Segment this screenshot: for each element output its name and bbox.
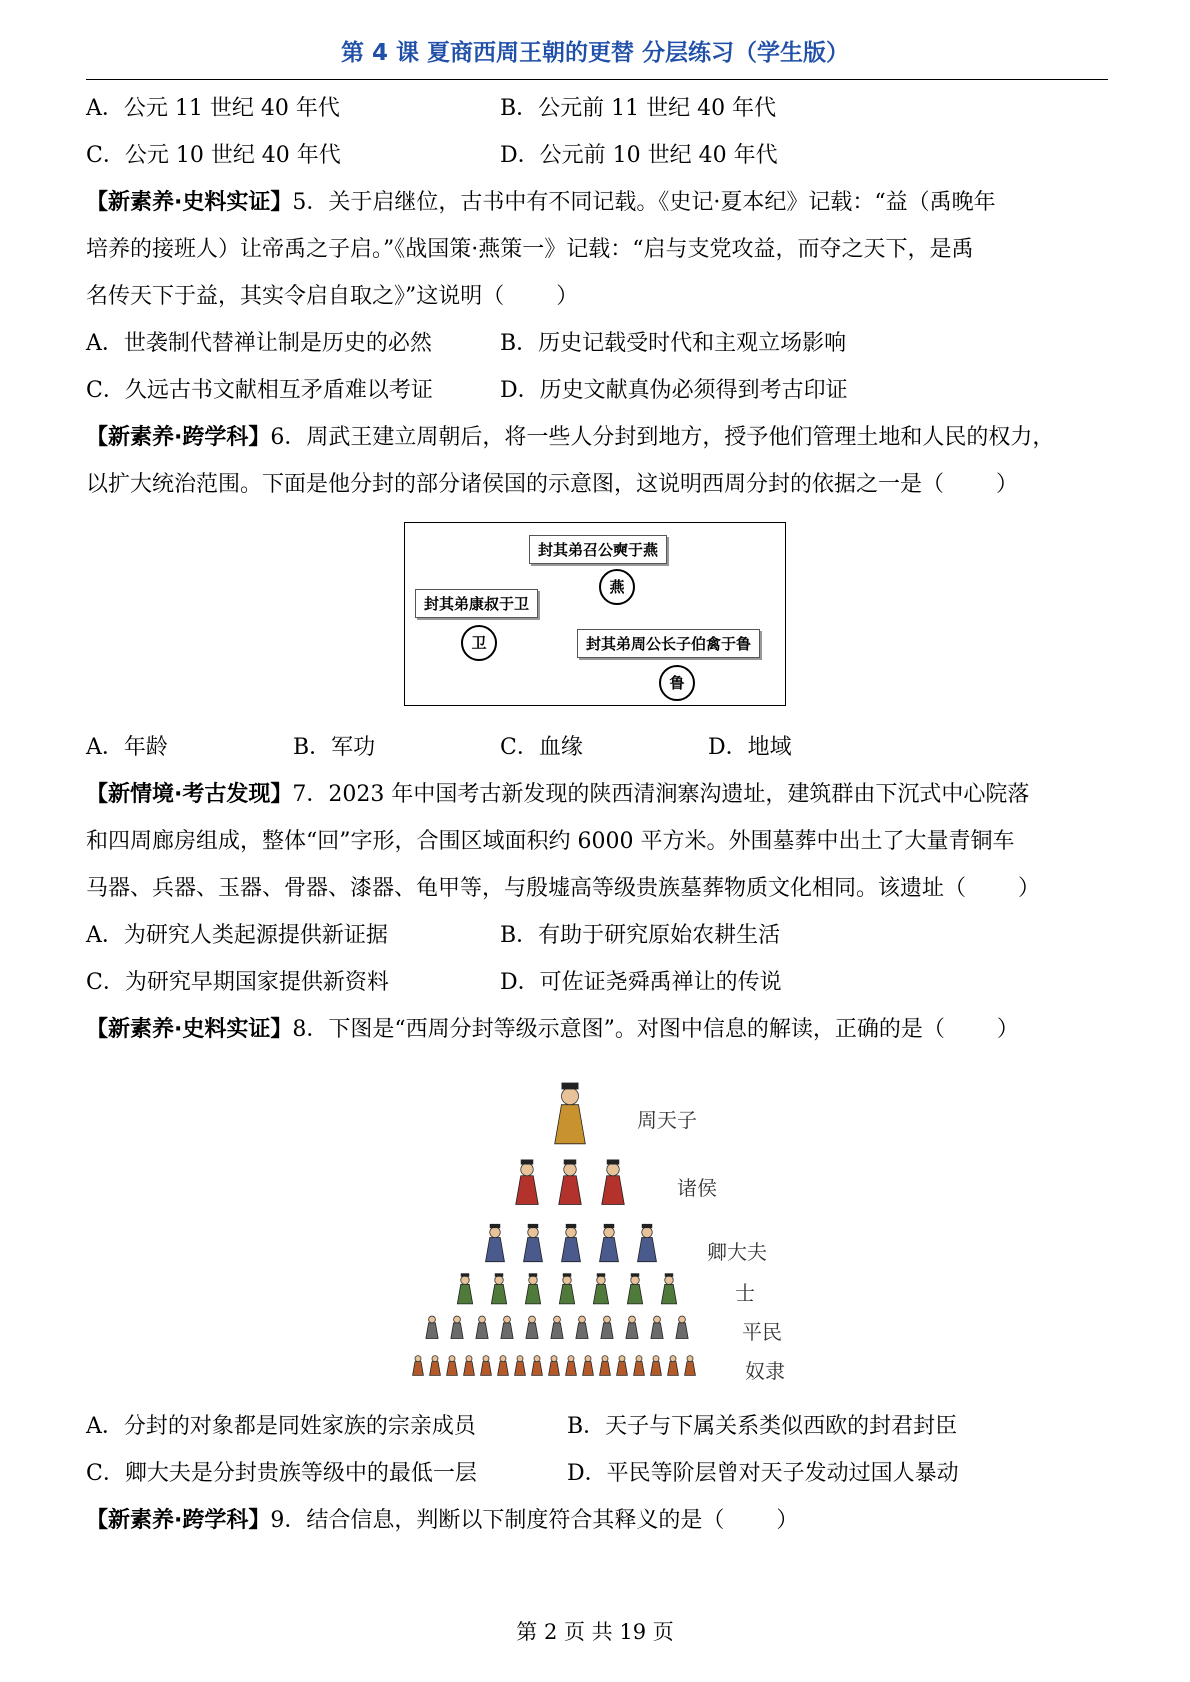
- figure-box-lu: 封其弟周公长子伯禽于鲁: [577, 629, 760, 658]
- q8-option-a: A．分封的对象都是同姓家族的宗亲成员: [86, 1414, 476, 1439]
- pyramid-person: [600, 1224, 619, 1262]
- level-label-pingmin: 平民: [742, 1320, 782, 1344]
- circle-yan: 燕: [599, 569, 635, 605]
- figure-box-wei: 封其弟康叔于卫: [415, 589, 538, 618]
- circle-wei: 卫: [461, 625, 497, 661]
- pyramid-person: [651, 1316, 663, 1338]
- pyramid-person: [651, 1356, 662, 1376]
- enfeoffment-map-figure: [404, 522, 786, 706]
- q4-option-b: B．公元前 11 世纪 40 年代: [500, 96, 777, 121]
- pyramid-person: [676, 1316, 688, 1338]
- pyramid-person: [501, 1316, 513, 1338]
- pyramid-person: [555, 1083, 586, 1144]
- pyramid-person: [559, 1160, 582, 1205]
- pyramid-person: [464, 1356, 475, 1376]
- q5-tag: 【新素养·史料实证】: [86, 190, 293, 215]
- feudal-hierarchy-pyramid: [400, 1082, 800, 1382]
- pyramid-person: [447, 1356, 458, 1376]
- q8-stem-line-1: 【新素养·史料实证】8．下图是“西周分封等级示意图”。对图中信息的解读，正确的是（ ）: [86, 1017, 1019, 1042]
- pyramid-person: [526, 1316, 538, 1338]
- pyramid-figures: [400, 1082, 800, 1382]
- q4-option-c: C．公元 10 世纪 40 年代: [86, 143, 341, 168]
- level-label-qingdafu: 卿大夫: [707, 1240, 767, 1264]
- pyramid-person: [602, 1160, 625, 1205]
- pyramid-person: [525, 1273, 540, 1304]
- pyramid-person: [576, 1316, 588, 1338]
- q9-tag: 【新素养·跨学科】: [86, 1508, 271, 1533]
- q7-option-a: A．为研究人类起源提供新证据: [86, 923, 388, 948]
- q6-option-c: C．血缘: [500, 735, 583, 760]
- q4-option-a: A．公元 11 世纪 40 年代: [86, 96, 340, 121]
- header-divider: [86, 79, 1108, 80]
- q5-stem-line-3: 名传天下于益，其实令启自取之》”这说明（ ）: [86, 284, 579, 309]
- level-label-zhuhou: 诸侯: [677, 1176, 717, 1200]
- pyramid-person: [549, 1356, 560, 1376]
- level-label-shi: 士: [735, 1281, 755, 1305]
- pyramid-person: [430, 1356, 441, 1376]
- pyramid-person: [524, 1224, 543, 1262]
- pyramid-person: [600, 1356, 611, 1376]
- level-label-nuli: 奴隶: [745, 1359, 785, 1383]
- q9-stem-line-1: 【新素养·跨学科】9．结合信息，判断以下制度符合其释义的是（ ）: [86, 1508, 799, 1533]
- q8-option-d: D．平民等阶层曾对天子发动过国人暴动: [567, 1461, 959, 1486]
- pyramid-person: [566, 1356, 577, 1376]
- level-label-tianzi: 周天子: [637, 1108, 697, 1132]
- pyramid-person: [661, 1273, 676, 1304]
- q6-option-b: B．军功: [293, 735, 376, 760]
- pyramid-person: [481, 1356, 492, 1376]
- q5-option-a: A．世袭制代替禅让制是历史的必然: [86, 331, 432, 356]
- pyramid-person: [515, 1356, 526, 1376]
- q6-tag: 【新素养·跨学科】: [86, 425, 271, 450]
- pyramid-person: [638, 1224, 657, 1262]
- pyramid-person: [451, 1316, 463, 1338]
- q8-option-c: C．卿大夫是分封贵族等级中的最低一层: [86, 1461, 477, 1486]
- pyramid-person: [559, 1273, 574, 1304]
- pyramid-person: [583, 1356, 594, 1376]
- q6-option-d: D．地域: [708, 735, 792, 760]
- page-number: 第 2 页 共 19 页: [516, 1620, 674, 1644]
- pyramid-person: [457, 1273, 472, 1304]
- pyramid-person: [551, 1316, 563, 1338]
- pyramid-person: [601, 1316, 613, 1338]
- pyramid-person: [626, 1316, 638, 1338]
- pyramid-person: [516, 1160, 539, 1205]
- pyramid-person: [426, 1316, 438, 1338]
- circle-lu: 鲁: [659, 665, 695, 701]
- pyramid-person: [617, 1356, 628, 1376]
- pyramid-person: [668, 1356, 679, 1376]
- figure-box-yan: 封其弟召公奭于燕: [529, 535, 667, 564]
- pyramid-person: [498, 1356, 509, 1376]
- q7-tag: 【新情境·考古发现】: [86, 782, 293, 807]
- q5-stem-line-2: 培养的接班人）让帝禹之子启。”《战国策·燕策一》记载：“启与支党攻益，而夺之天下，是禹: [86, 237, 974, 262]
- pyramid-person: [593, 1273, 608, 1304]
- pyramid-person: [413, 1356, 424, 1376]
- page-header-title: 第 4 课 夏商西周王朝的更替 分层练习（学生版）: [340, 40, 850, 66]
- q8-tag: 【新素养·史料实证】: [86, 1017, 293, 1042]
- pyramid-person: [685, 1356, 696, 1376]
- pyramid-person: [634, 1356, 645, 1376]
- q5-option-d: D．历史文献真伪必须得到考古印证: [500, 378, 848, 403]
- q6-option-a: A．年龄: [86, 735, 168, 760]
- q5-stem-line-1: 【新素养·史料实证】5．关于启继位，古书中有不同记载。《史记·夏本纪》记载：“益（禹晚年: [86, 190, 996, 215]
- q7-option-c: C．为研究早期国家提供新资料: [86, 970, 389, 995]
- q7-stem-line-3: 马器、兵器、玉器、骨器、漆器、龟甲等，与殷墟高等级贵族墓葬物质文化相同。该遗址（ ）: [86, 876, 1041, 901]
- pyramid-person: [486, 1224, 505, 1262]
- pyramid-person: [562, 1224, 581, 1262]
- q6-stem-line-1: 【新素养·跨学科】6．周武王建立周朝后，将一些人分封到地方，授予他们管理土地和人民的权力，: [86, 425, 1055, 450]
- q7-option-d: D．可佐证尧舜禹禅让的传说: [500, 970, 782, 995]
- q6-stem-line-2: 以扩大统治范围。下面是他分封的部分诸侯国的示意图，这说明西周分封的依据之一是（ ）: [86, 472, 1019, 497]
- pyramid-person: [627, 1273, 642, 1304]
- pyramid-person: [476, 1316, 488, 1338]
- pyramid-person: [491, 1273, 506, 1304]
- q4-option-d: D．公元前 10 世纪 40 年代: [500, 143, 778, 168]
- q7-stem-line-1: 【新情境·考古发现】7．2023 年中国考古新发现的陕西清涧寨沟遗址，建筑群由下沉式中心院落: [86, 782, 1030, 807]
- q7-option-b: B．有助于研究原始农耕生活: [500, 923, 781, 948]
- q5-option-b: B．历史记载受时代和主观立场影响: [500, 331, 847, 356]
- q5-option-c: C．久远古书文献相互矛盾难以考证: [86, 378, 433, 403]
- q7-stem-line-2: 和四周廊房组成，整体“回”字形，合围区域面积约 6000 平方米。外围墓葬中出土了大量青铜车: [86, 829, 1015, 854]
- pyramid-person: [532, 1356, 543, 1376]
- q8-option-b: B．天子与下属关系类似西欧的封君封臣: [567, 1414, 958, 1439]
